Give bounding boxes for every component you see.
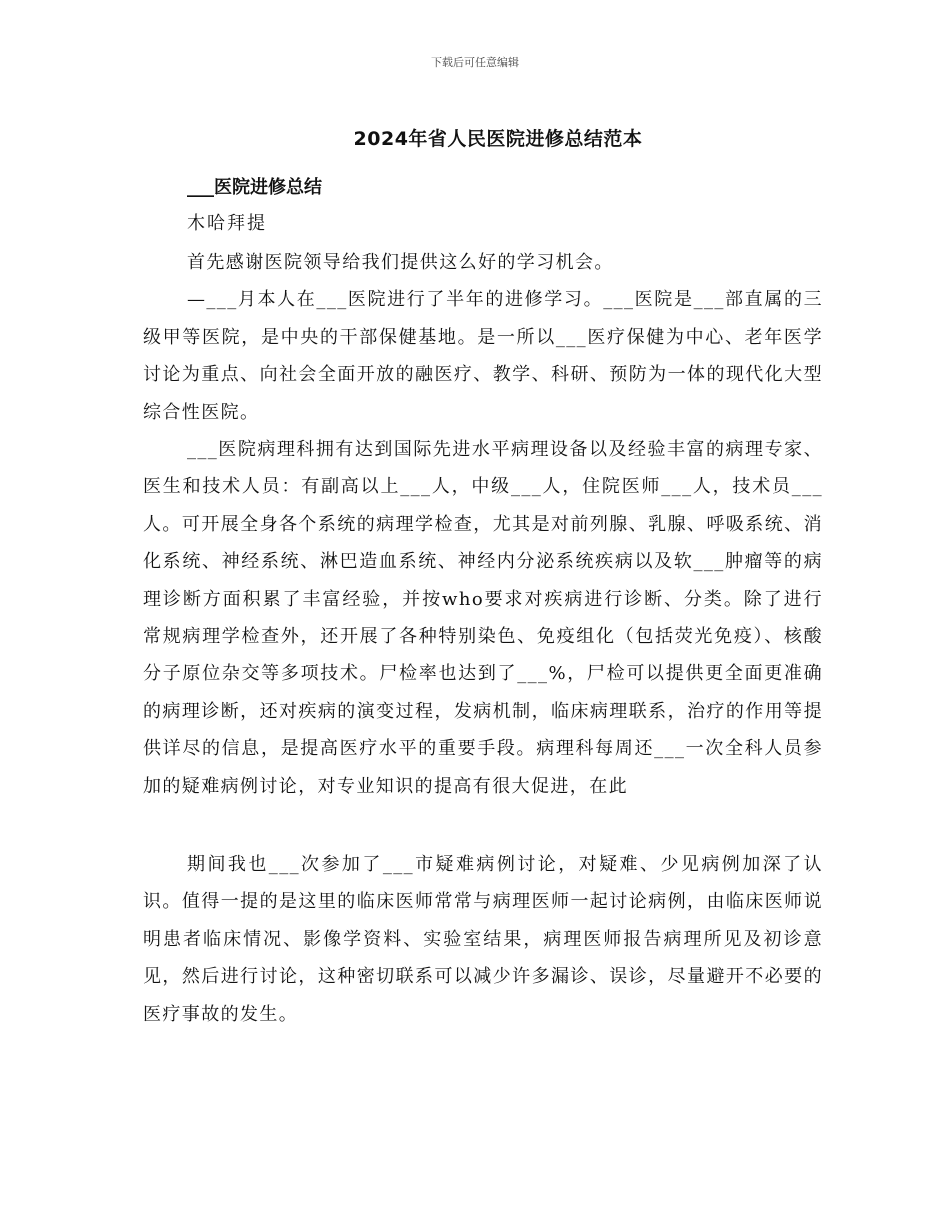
page-header-note: 下载后可任意编辑 [431,56,519,69]
body-text-block-continued [143,846,823,1033]
paragraph-hospital-overview: —___月本人在___医院进行了半年的进修学习。___医院是___部直属的三级甲等医院，是中央的干部保健基地。是一所以___医疗保健为中心、老年医学讨论为重点、向社会全面开放的融医疗、教学、科研、预防为一体的现代化大型综合性医院。 [143,289,823,423]
paragraph-intro: 首先感谢医院领导给我们提供这么好的学习机会。 [187,252,614,273]
paragraph-pathology-department: ___医院病理科拥有达到国际先进水平病理设备以及经验丰富的病理专家、医生和技术人员：有副高以上___人，中级___人，住院医师___人，技术员___人。可开展全身各个系统的病理学检查，尤其是对前列腺、乳腺、呼吸系统、消化系统、神经系统、淋巴造血系统、神经内分泌系统疾病以及软___肿瘤等的病理诊断方面积累了丰富经验，并按who要求对疾病进行诊断、分类。除了进行常规病理学检查外，还开展了各种特别染色、免疫组化（包括荧光免疫）、核酸分子原位杂交等多项技术。尸检率也达到了___%，尸检可以提供更全面更准确的病理诊断，还对疾病的演变过程，发病机制，临床病理联系，治疗的作用等提供详尽的信息，是提高医疗水平的重要手段。病理科每周还___一次全科人员参加的疑难病例讨论，对专业知识的提高有很大促进，在此 [143,439,823,797]
paragraph-case-discussion: 期间我也___次参加了___市疑难病例讨论，对疑难、少见病例加深了认识。值得一提的是这里的临床医师常常与病理医师一起讨论病例，由临床医师说明患者临床情况、影像学资料、实验室结果，病理医师报告病理所见及初诊意见，然后进行讨论，这种密切联系可以减少许多漏诊、误诊，尽量避开不必要的医疗事故的发生。 [143,854,823,1025]
body-text-block [143,244,823,805]
author-name: 木哈拜提 [187,213,267,234]
document-title: 2024年省人民医院进修总结范本 [353,128,643,150]
section-heading: ___医院进修总结 [187,177,322,198]
